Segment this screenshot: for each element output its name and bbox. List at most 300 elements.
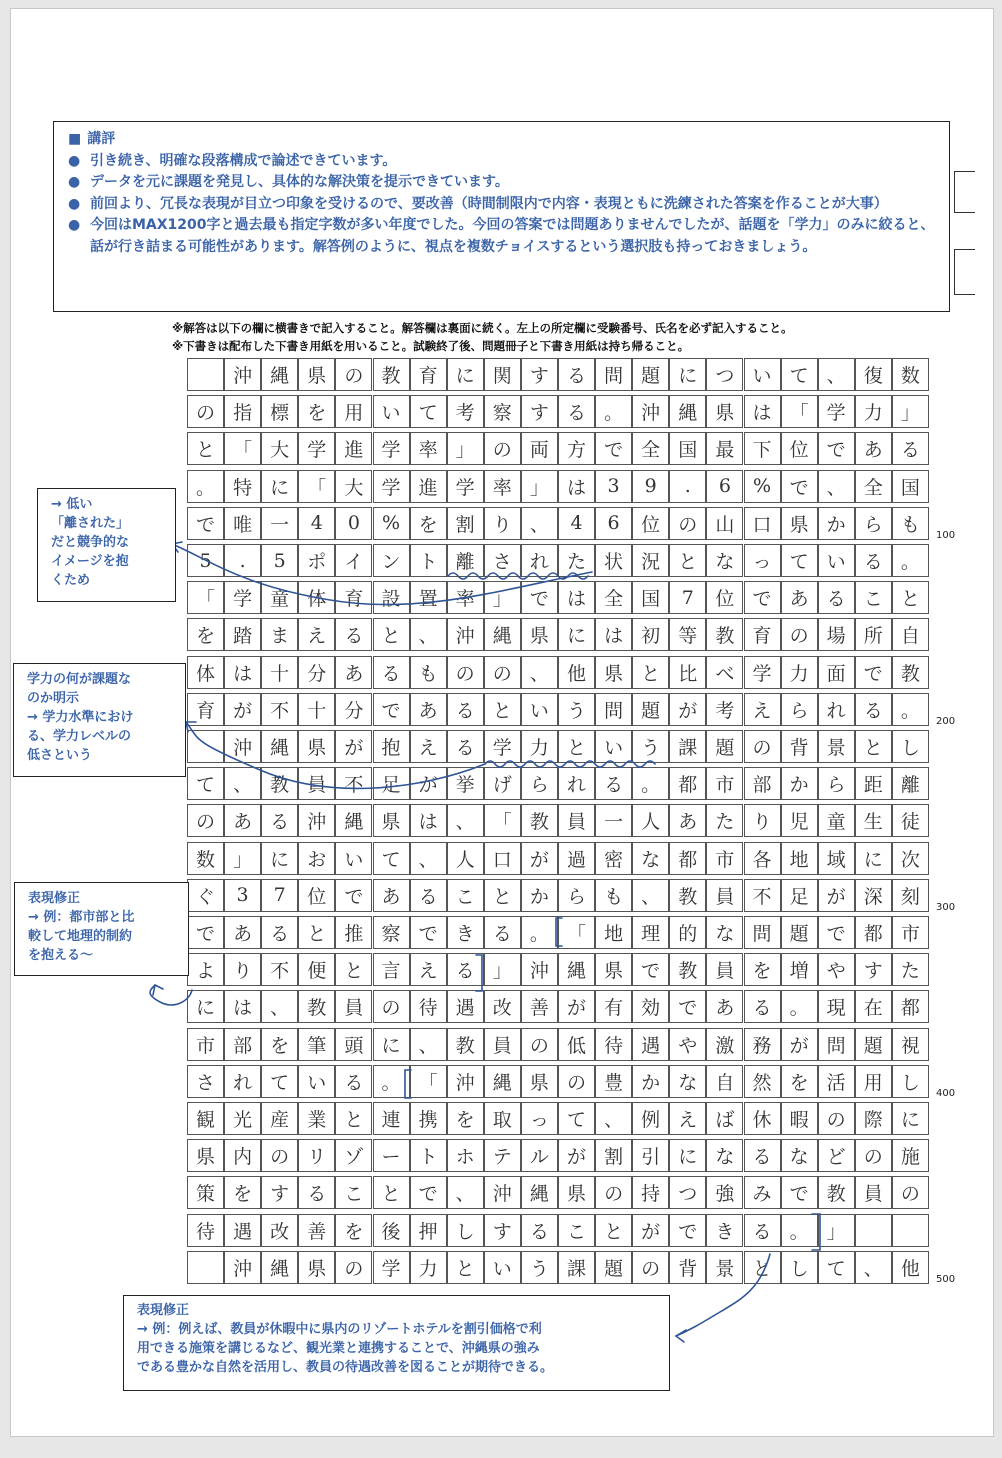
grid-cell: に xyxy=(261,842,298,875)
grid-cell: え xyxy=(410,953,447,986)
comment-box-1 xyxy=(37,488,176,602)
grid-cell: ら xyxy=(558,879,595,912)
grid-cell: や xyxy=(818,953,855,986)
grid-cell: え xyxy=(669,1102,706,1135)
grid-cell: 引 xyxy=(632,1139,669,1172)
grid-cell: し xyxy=(892,730,929,763)
grid-cell: の xyxy=(558,1065,595,1098)
grid-cell: 口 xyxy=(744,507,781,540)
grid-cell: 教 xyxy=(447,1028,484,1061)
grid-cell: 縄 xyxy=(521,1176,558,1209)
comment-line: くため xyxy=(51,573,91,588)
grid-cell: 」 xyxy=(224,842,261,875)
grid-cell: あ xyxy=(224,916,261,949)
grid-cell: 各 xyxy=(744,842,781,875)
grid-cell: 沖 xyxy=(224,1251,261,1284)
grid-cell: る xyxy=(744,990,781,1023)
grid-cell: の xyxy=(892,1176,929,1209)
grid-cell: 体 xyxy=(298,581,335,614)
grid-cell: 十 xyxy=(298,693,335,726)
bracket-close xyxy=(476,955,482,991)
grid-cell: 、 xyxy=(410,842,447,875)
grid-cell: な xyxy=(706,1139,743,1172)
grid-cell: 問 xyxy=(744,916,781,949)
grid-cell: 教 xyxy=(818,1176,855,1209)
review-item xyxy=(68,151,935,173)
grid-cell: ト xyxy=(410,544,447,577)
grid-cell: つ xyxy=(669,1176,706,1209)
grid-cell: 国 xyxy=(669,432,706,465)
grid-cell: の xyxy=(187,804,224,837)
grid-cell: 」 xyxy=(892,395,929,428)
grid-cell: と xyxy=(373,1176,410,1209)
grid-cell: 。 xyxy=(595,395,632,428)
grid-cell: ル xyxy=(521,1139,558,1172)
grid-cell: 童 xyxy=(261,581,298,614)
grid-cell: 、 xyxy=(224,767,261,800)
grid-cell: 。 xyxy=(373,1065,410,1098)
grid-cell: 標 xyxy=(261,395,298,428)
grid-cell: て xyxy=(261,1065,298,1098)
grid-cell: す xyxy=(484,1214,521,1247)
grid-cell: 課 xyxy=(669,730,706,763)
grid-cell: と xyxy=(855,730,892,763)
grid-cell: 改 xyxy=(261,1214,298,1247)
grid-cell: 員 xyxy=(706,879,743,912)
grid-cell: 」 xyxy=(818,1214,855,1247)
grid-cell: 教 xyxy=(892,656,929,689)
grid-cell: 大 xyxy=(261,432,298,465)
grid-cell: 現 xyxy=(818,990,855,1023)
grid-cell: 学 xyxy=(744,656,781,689)
grid-cell: い xyxy=(484,1251,521,1284)
grid-cell: . xyxy=(224,544,261,577)
grid-cell: に xyxy=(447,358,484,391)
grid-cell: 、 xyxy=(521,507,558,540)
grid-cell: 況 xyxy=(632,544,669,577)
grid-cell: 際 xyxy=(855,1102,892,1135)
grid-cell: て xyxy=(781,358,818,391)
grid-cell: が xyxy=(410,767,447,800)
grid-cell: 体 xyxy=(187,656,224,689)
comment-line: 学力の何が課題な xyxy=(27,672,132,687)
grid-cell: は xyxy=(558,581,595,614)
grid-cell: を xyxy=(781,1065,818,1098)
review-item-text: 引き続き、明確な段落構成で論述できています。 xyxy=(90,152,397,169)
grid-cell: に xyxy=(669,358,706,391)
grid-cell: 指 xyxy=(224,395,261,428)
grid-cell: 人 xyxy=(447,842,484,875)
grid-cell: 過 xyxy=(558,842,595,875)
grid-cell: 観 xyxy=(187,1102,224,1135)
grid-cell: 学 xyxy=(484,730,521,763)
grid-cell: 内 xyxy=(224,1139,261,1172)
grid-cell: 県 xyxy=(373,804,410,837)
grid-cell: ま xyxy=(261,618,298,651)
grid-cell: 待 xyxy=(410,990,447,1023)
grid-cell: 域 xyxy=(818,842,855,875)
grid-cell: 、 xyxy=(447,1176,484,1209)
grid-cell: る xyxy=(373,656,410,689)
grid-cell: 遇 xyxy=(632,1028,669,1061)
grid-cell: 景 xyxy=(706,1251,743,1284)
grid-cell: 状 xyxy=(595,544,632,577)
grid-cell: れ xyxy=(224,1065,261,1098)
grid-cell: か xyxy=(632,1065,669,1098)
grid-cell: る xyxy=(261,916,298,949)
grid-cell: 県 xyxy=(521,618,558,651)
grid-cell: 員 xyxy=(484,1028,521,1061)
grid-cell: 力 xyxy=(781,656,818,689)
grid-cell: 背 xyxy=(781,730,818,763)
grid-cell: リ xyxy=(298,1139,335,1172)
grid-cell: 察 xyxy=(373,916,410,949)
grid-cell: う xyxy=(632,730,669,763)
grid-cell: 問 xyxy=(595,693,632,726)
grid-cell: 率 xyxy=(484,470,521,503)
grid-cell: 題 xyxy=(781,916,818,949)
square-bullet-icon: ■ xyxy=(68,131,82,147)
grid-cell: が xyxy=(558,990,595,1023)
grid-cell: 4 xyxy=(298,507,335,540)
grid-cell: 増 xyxy=(781,953,818,986)
grid-cell: っ xyxy=(521,1102,558,1135)
grid-cell: る xyxy=(595,767,632,800)
arrow-to-comment-4 xyxy=(676,1254,770,1336)
grid-cell: り xyxy=(484,507,521,540)
grid-cell: る xyxy=(521,1214,558,1247)
grid-cell: 他 xyxy=(558,656,595,689)
grid-cell: 連 xyxy=(373,1102,410,1135)
char-count-label: 500 xyxy=(936,1274,956,1285)
grid-cell: る xyxy=(744,1214,781,1247)
bullet-icon: ● xyxy=(68,217,81,233)
grid-cell: 用 xyxy=(335,395,372,428)
grid-cell: 的 xyxy=(669,916,706,949)
grid-cell: 、 xyxy=(855,1251,892,1284)
grid-cell: え xyxy=(744,693,781,726)
grid-cell: 教 xyxy=(298,990,335,1023)
bullet-icon: ● xyxy=(68,195,81,212)
grid-cell: る xyxy=(855,693,892,726)
grid-cell: に xyxy=(261,470,298,503)
grid-cell: 部 xyxy=(224,1028,261,1061)
grid-cell: が xyxy=(335,730,372,763)
review-item xyxy=(68,172,935,194)
grid-cell: い xyxy=(744,358,781,391)
arrow-head xyxy=(676,1330,686,1342)
grid-cell: て xyxy=(410,395,447,428)
grid-cell: 都 xyxy=(669,842,706,875)
grid-cell: 5 xyxy=(187,544,224,577)
grid-cell: 一 xyxy=(595,804,632,837)
grid-cell: 設 xyxy=(373,581,410,614)
grid-cell: よ xyxy=(187,953,224,986)
grid-cell: 7 xyxy=(669,581,706,614)
grid-cell: 教 xyxy=(521,804,558,837)
grid-cell: 童 xyxy=(818,804,855,837)
grid-cell: 待 xyxy=(187,1214,224,1247)
char-count-label: 300 xyxy=(936,902,956,913)
grid-cell: ら xyxy=(781,693,818,726)
grid-cell: 善 xyxy=(521,990,558,1023)
grid-cell: 比 xyxy=(669,656,706,689)
grid-cell: さ xyxy=(484,544,521,577)
grid-cell: す xyxy=(261,1176,298,1209)
grid-cell: 題 xyxy=(855,1028,892,1061)
grid-cell: 不 xyxy=(744,879,781,912)
grid-cell: 児 xyxy=(781,804,818,837)
grid-cell: 国 xyxy=(892,470,929,503)
bracket-open xyxy=(405,1070,411,1098)
grid-cell: 6 xyxy=(706,470,743,503)
grid-cell: な xyxy=(669,1065,706,1098)
comment-line: のか明示 xyxy=(27,691,80,706)
grid-cell: 学 xyxy=(224,581,261,614)
grid-cell: 9 xyxy=(632,470,669,503)
grid-cell: 」 xyxy=(521,470,558,503)
grid-cell: 休 xyxy=(744,1102,781,1135)
grid-cell: 強 xyxy=(706,1176,743,1209)
grid-cell: 徒 xyxy=(892,804,929,837)
grid-cell: 考 xyxy=(447,395,484,428)
grid-cell: 市 xyxy=(706,842,743,875)
grid-cell: あ xyxy=(669,804,706,837)
grid-cell: 縄 xyxy=(558,953,595,986)
grid-cell: あ xyxy=(373,879,410,912)
grid-cell: が xyxy=(224,693,261,726)
grid-cell: に xyxy=(669,1139,706,1172)
curve-to-comment-3 xyxy=(150,985,192,1005)
grid-cell: の xyxy=(335,1251,372,1284)
grid-cell: 県 xyxy=(187,1139,224,1172)
comment-line: 低さという xyxy=(27,748,93,763)
grid-cell: 然 xyxy=(744,1065,781,1098)
grid-cell: の xyxy=(669,507,706,540)
grid-cell: 効 xyxy=(632,990,669,1023)
grid-cell: 、 xyxy=(410,1028,447,1061)
grid-cell: 県 xyxy=(558,1176,595,1209)
grid-cell: 3 xyxy=(595,470,632,503)
grid-cell: 県 xyxy=(781,507,818,540)
grid-cell: 理 xyxy=(632,916,669,949)
grid-cell: あ xyxy=(335,656,372,689)
grid-cell: す xyxy=(855,953,892,986)
comment-line: を抱える〜 xyxy=(28,948,94,963)
grid-cell: な xyxy=(781,1139,818,1172)
char-count-label: 100 xyxy=(936,530,956,541)
grid-cell: や xyxy=(669,1028,706,1061)
grid-cell: て xyxy=(187,767,224,800)
grid-cell: 市 xyxy=(187,1028,224,1061)
grid-cell: な xyxy=(632,842,669,875)
grid-cell: 県 xyxy=(298,730,335,763)
grid-cell: 、 xyxy=(632,879,669,912)
grid-cell: ト xyxy=(410,1139,447,1172)
grid-cell: あ xyxy=(706,990,743,1023)
grid-cell: 豊 xyxy=(595,1065,632,1098)
grid-cell: 持 xyxy=(632,1176,669,1209)
grid-cell: 、 xyxy=(818,470,855,503)
grid-cell: 密 xyxy=(595,842,632,875)
grid-cell: 「 xyxy=(484,804,521,837)
grid-cell: 育 xyxy=(335,581,372,614)
grid-cell: が xyxy=(781,1028,818,1061)
grid-cell: て xyxy=(373,842,410,875)
grid-cell: と xyxy=(373,618,410,651)
grid-cell: 次 xyxy=(892,842,929,875)
grid-cell: 、 xyxy=(261,990,298,1023)
wavy-underline xyxy=(485,761,655,767)
grid-cell: ば xyxy=(706,1102,743,1135)
grid-cell: 考 xyxy=(706,693,743,726)
grid-cell: 不 xyxy=(261,693,298,726)
grid-cell: 置 xyxy=(410,581,447,614)
grid-cell: と xyxy=(447,1251,484,1284)
grid-cell: 有 xyxy=(595,990,632,1023)
grid-cell: も xyxy=(595,879,632,912)
grid-cell: 位 xyxy=(632,507,669,540)
grid-cell: で xyxy=(744,581,781,614)
grid-cell: で xyxy=(818,916,855,949)
grid-cell: 他 xyxy=(892,1251,929,1284)
grid-cell: ゾ xyxy=(335,1139,372,1172)
grid-cell: 関 xyxy=(484,358,521,391)
grid-cell: す xyxy=(521,395,558,428)
review-title: 講評 xyxy=(87,131,116,147)
grid-cell: が xyxy=(669,693,706,726)
grid-cell: い xyxy=(818,544,855,577)
grid-cell: 施 xyxy=(892,1139,929,1172)
grid-cell: 、 xyxy=(595,1102,632,1135)
grid-cell: 割 xyxy=(595,1139,632,1172)
comment-line: 用できる施策を講じるなど、観光業と連携することで、沖縄県の強み xyxy=(137,1341,540,1356)
grid-cell: 位 xyxy=(781,432,818,465)
grid-cell: 等 xyxy=(669,618,706,651)
grid-cell: を xyxy=(335,1214,372,1247)
grid-cell: 地 xyxy=(595,916,632,949)
grid-cell: 題 xyxy=(632,693,669,726)
grid-cell: 務 xyxy=(744,1028,781,1061)
grid-cell: 所 xyxy=(855,618,892,651)
grid-cell: え xyxy=(410,730,447,763)
review-item xyxy=(68,194,935,216)
grid-cell: る xyxy=(298,1176,335,1209)
grid-cell: 全 xyxy=(855,470,892,503)
grid-cell: 課 xyxy=(558,1251,595,1284)
grid-cell: で xyxy=(187,916,224,949)
grid-cell: 学 xyxy=(298,432,335,465)
grid-cell: 5 xyxy=(261,544,298,577)
grid-cell: 。 xyxy=(187,470,224,503)
grid-cell: の xyxy=(521,1028,558,1061)
grid-cell: 教 xyxy=(373,358,410,391)
grid-cell: 学 xyxy=(373,1251,410,1284)
grid-cell: 最 xyxy=(706,432,743,465)
grid-cell: 待 xyxy=(595,1028,632,1061)
comment-box-3 xyxy=(14,882,189,976)
grid-cell: 沖 xyxy=(632,395,669,428)
grid-cell: に xyxy=(855,842,892,875)
grid-cell: 学 xyxy=(447,470,484,503)
grid-cell: 足 xyxy=(373,767,410,800)
arrow-to-comment-2 xyxy=(186,722,485,788)
grid-cell: 県 xyxy=(595,656,632,689)
grid-cell: 全 xyxy=(632,432,669,465)
grid-cell: 学 xyxy=(373,432,410,465)
grid-cell: 「 xyxy=(410,1065,447,1098)
grid-cell: な xyxy=(706,544,743,577)
grid-cell: 地 xyxy=(781,842,818,875)
grid-cell: 題 xyxy=(632,358,669,391)
grid-cell: 数 xyxy=(892,358,929,391)
review-item xyxy=(68,215,935,258)
grid-cell: は xyxy=(410,804,447,837)
grid-cell: 不 xyxy=(261,953,298,986)
grid-cell: を xyxy=(447,1102,484,1135)
review-item-text: 前回より、冗長な表現が目立つ印象を受けるので、要改善（時間制限内で内容・表現ともに洗練された答案を作ることが大事） xyxy=(90,195,888,212)
grid-cell: る xyxy=(855,544,892,577)
grid-cell: も xyxy=(410,656,447,689)
review-item-text: データを元に課題を発見し、具体的な解決策を提示できています。 xyxy=(90,174,509,190)
comment-line: → 低い xyxy=(51,497,93,512)
grid-cell: 。 xyxy=(632,767,669,800)
grid-cell: 教 xyxy=(261,767,298,800)
grid-cell: と xyxy=(484,693,521,726)
comment-line: → 例：例えば、教員が休暇中に県内のリゾートホテルを割引価格で利 xyxy=(137,1322,542,1337)
grid-cell: た xyxy=(558,544,595,577)
grid-cell: を xyxy=(410,507,447,540)
grid-cell: ら xyxy=(521,767,558,800)
grid-cell: 員 xyxy=(855,1176,892,1209)
grid-cell: 携 xyxy=(410,1102,447,1135)
grid-cell: 光 xyxy=(224,1102,261,1135)
grid-cell: 学 xyxy=(373,470,410,503)
comment-box-4 xyxy=(123,1295,670,1391)
grid-cell: 足 xyxy=(781,879,818,912)
comment-line: る、学力レベルの xyxy=(27,729,132,744)
grid-cell: を xyxy=(187,618,224,651)
grid-cell: る xyxy=(447,693,484,726)
grid-cell: の xyxy=(187,395,224,428)
grid-cell: 縄 xyxy=(335,804,372,837)
grid-cell: 市 xyxy=(706,767,743,800)
grid-cell: 。 xyxy=(892,693,929,726)
notice-line-2: ※下書きは配布した下書き用紙を用いること。試験終了後、問題冊子と下書き用紙は持ち帰ること。 xyxy=(172,339,690,353)
grid-cell: 下 xyxy=(744,432,781,465)
grid-cell: 都 xyxy=(892,990,929,1023)
grid-cell: 育 xyxy=(410,358,447,391)
bullet-icon: ● xyxy=(68,174,81,190)
grid-cell: 離 xyxy=(447,544,484,577)
grid-cell: 特 xyxy=(224,470,261,503)
grid-cell: 7 xyxy=(261,879,298,912)
grid-cell: で xyxy=(669,990,706,1023)
grid-cell: み xyxy=(744,1176,781,1209)
grid-cell: に xyxy=(558,618,595,651)
grid-cell: と xyxy=(335,953,372,986)
grid-cell: で xyxy=(781,470,818,503)
grid-cell: 問 xyxy=(595,358,632,391)
review-list xyxy=(68,151,935,259)
grid-cell: 沖 xyxy=(521,953,558,986)
grid-cell: 4 xyxy=(558,507,595,540)
grid-cell: 沖 xyxy=(484,1176,521,1209)
grid-cell: 後 xyxy=(373,1214,410,1247)
grid-cell: は xyxy=(595,618,632,651)
grid-cell: 踏 xyxy=(224,618,261,651)
grid-cell: げ xyxy=(484,767,521,800)
